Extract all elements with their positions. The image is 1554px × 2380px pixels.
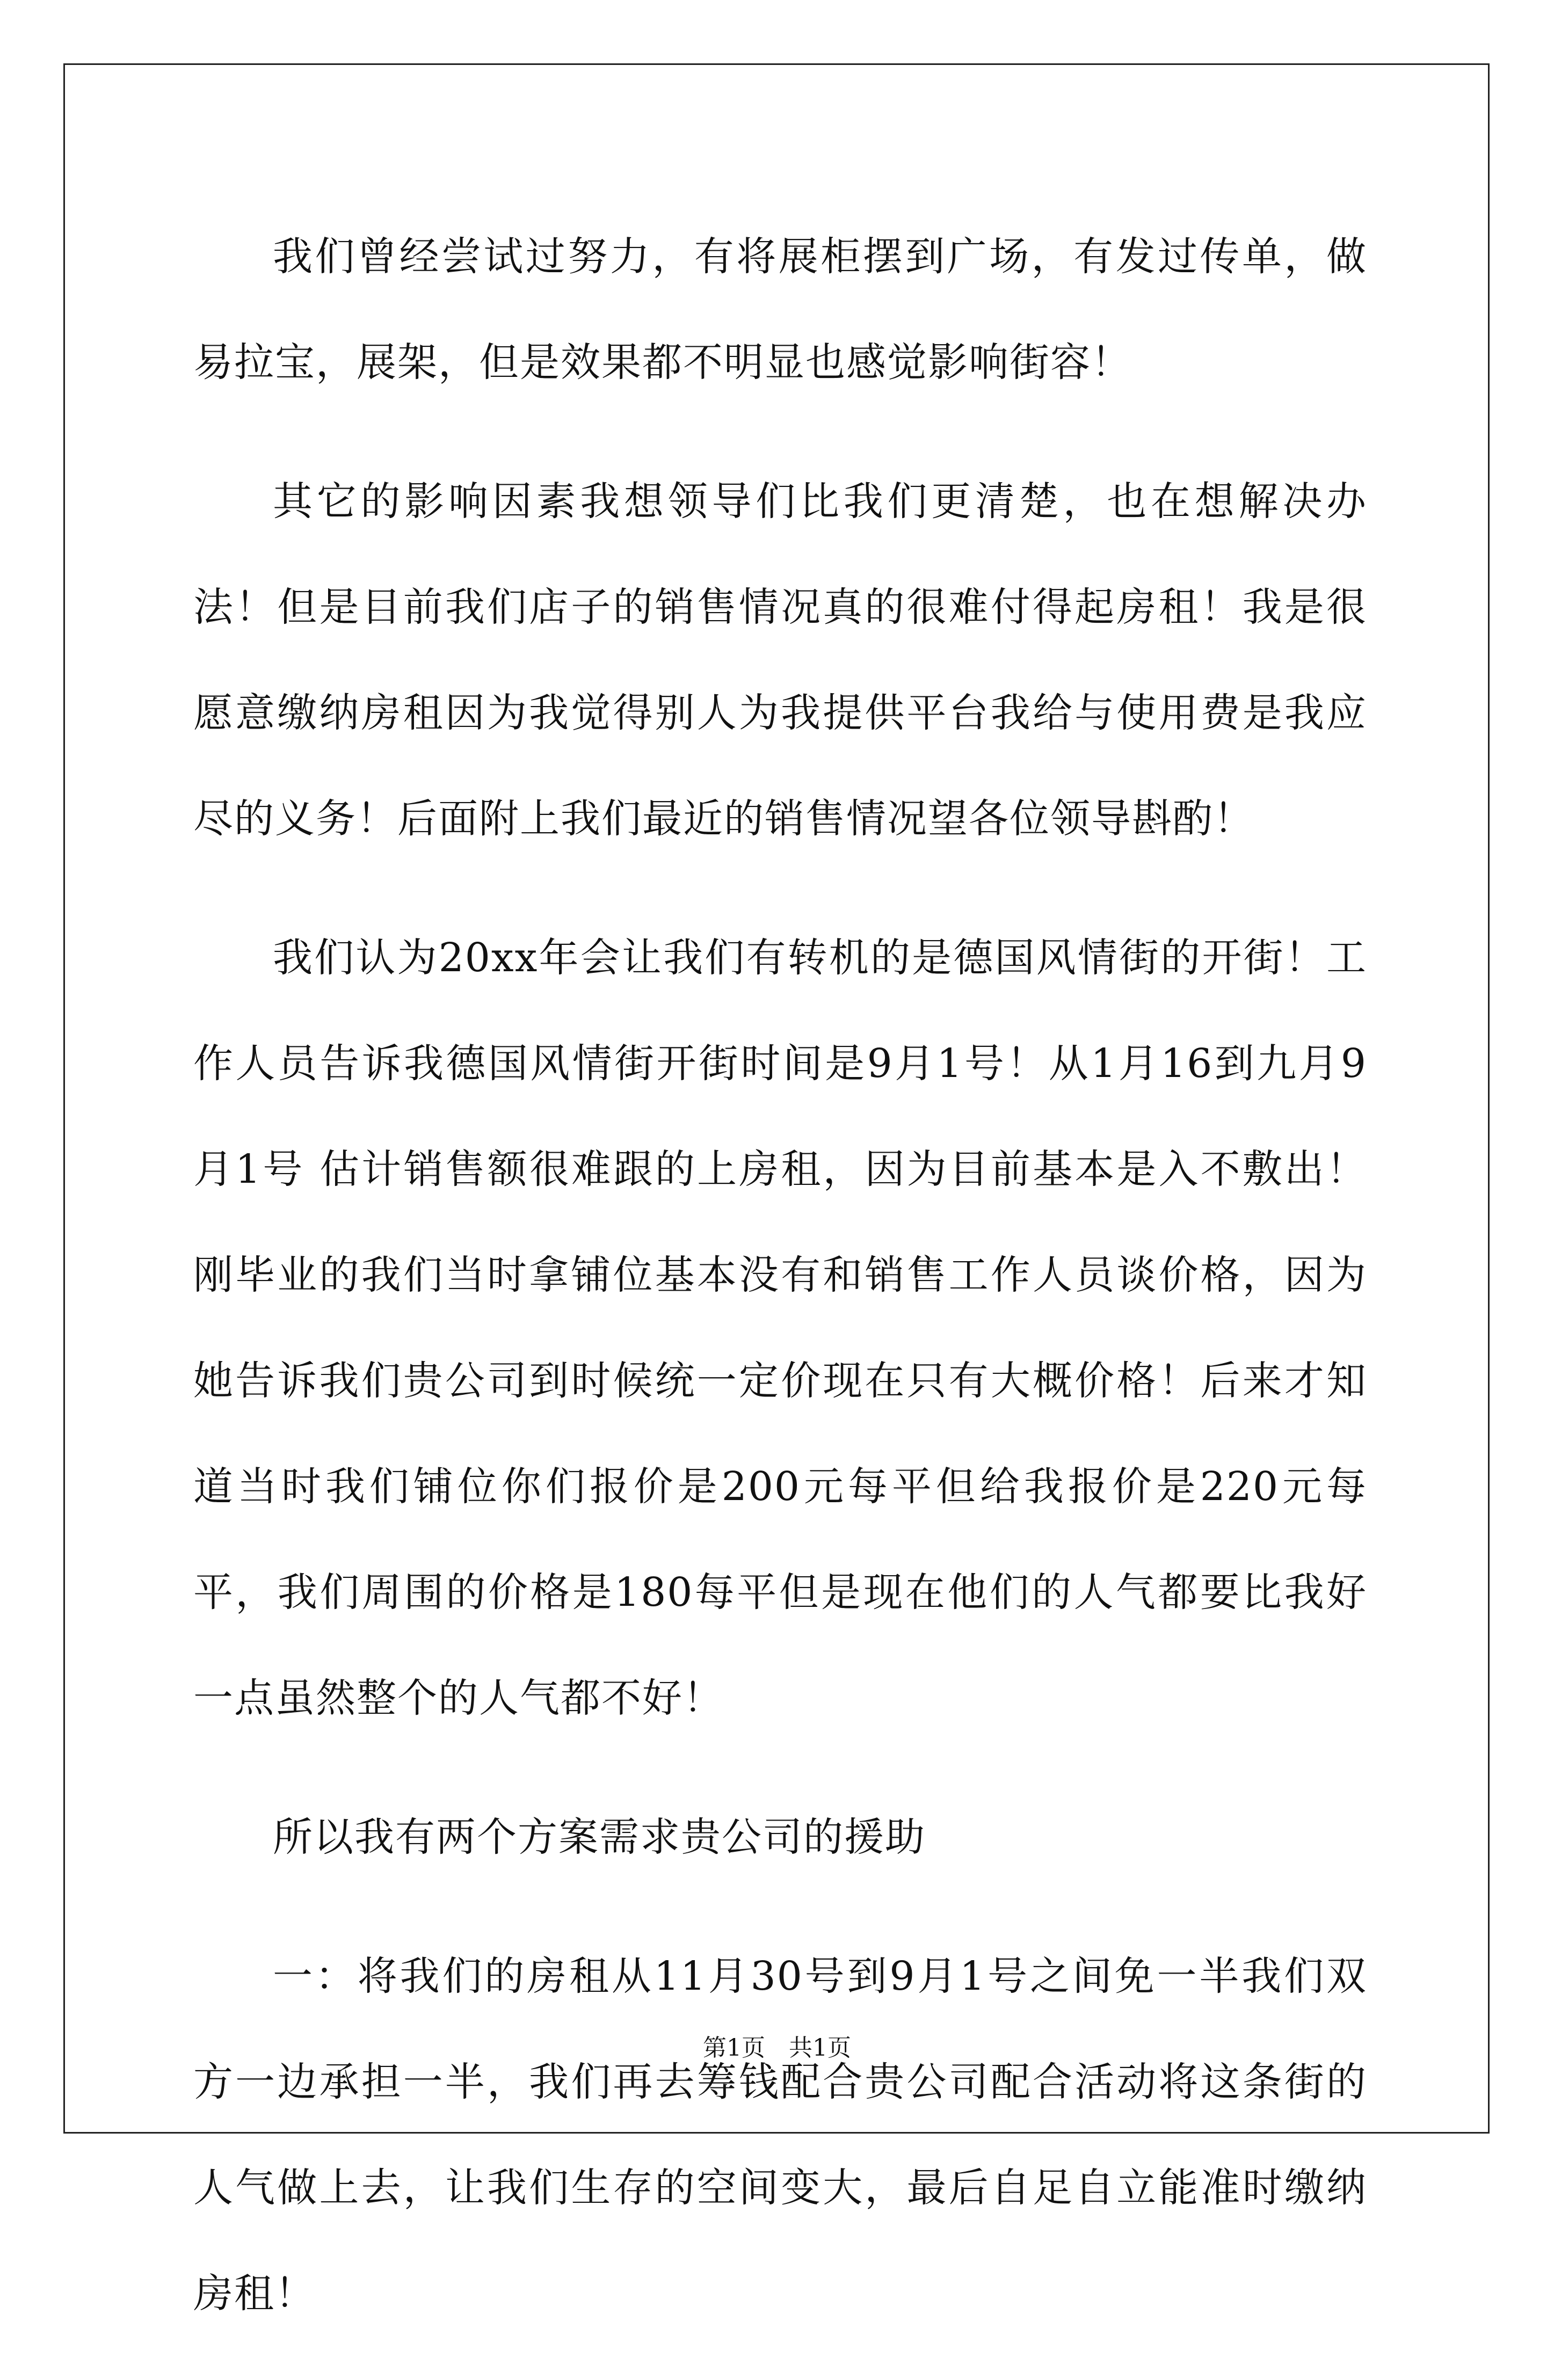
paragraph-5: 一：将我们的房租从11月30号到9月1号之间免一半我们双方一边承担一半，我们再去筹钱配合贵公司配合活动将这条街的人气做上去，让我们生存的空间变大，最后自足自立能准时缴纳房租！: [193, 1953, 1367, 2317]
page-footer: 第1页 共1页: [703, 2034, 851, 2062]
paragraph-1: 我们曾经尝试过努力，有将展柜摆到广场，有发过传单，做易拉宝，展架，但是效果都不明显也感觉影响街容！: [193, 234, 1367, 385]
paragraph-4: 所以我有两个方案需求贵公司的援助: [273, 1814, 926, 1860]
paragraph-3: 我们认为20xx年会让我们有转机的是德国风情街的开街！工作人员告诉我德国风情街开街时间是9月1号！从1月16到九月9月1号 估计销售额很难跟的上房租，因为目前基本是入不敷出！刚毕业的我们当时拿铺位基本没有和销售工作人员谈价格，因为她告诉我们贵公司到时候统一定价现在只有大概价格！后来才知道当时我们铺位你们报价是200元每平但给我报价是220元每平，我们周围的价格是180每平但是现在他们的人气都要比我好一点虽然整个的人气都不好！: [193, 935, 1367, 1721]
paragraph-2: 其它的影响因素我想领导们比我们更清楚，也在想解决办法！但是目前我们店子的销售情况真的很难付得起房租！我是很愿意缴纳房租因为我觉得别人为我提供平台我给与使用费是我应尽的义务！后面附上我们最近的销售情况望各位领导斟酌！: [193, 478, 1367, 842]
